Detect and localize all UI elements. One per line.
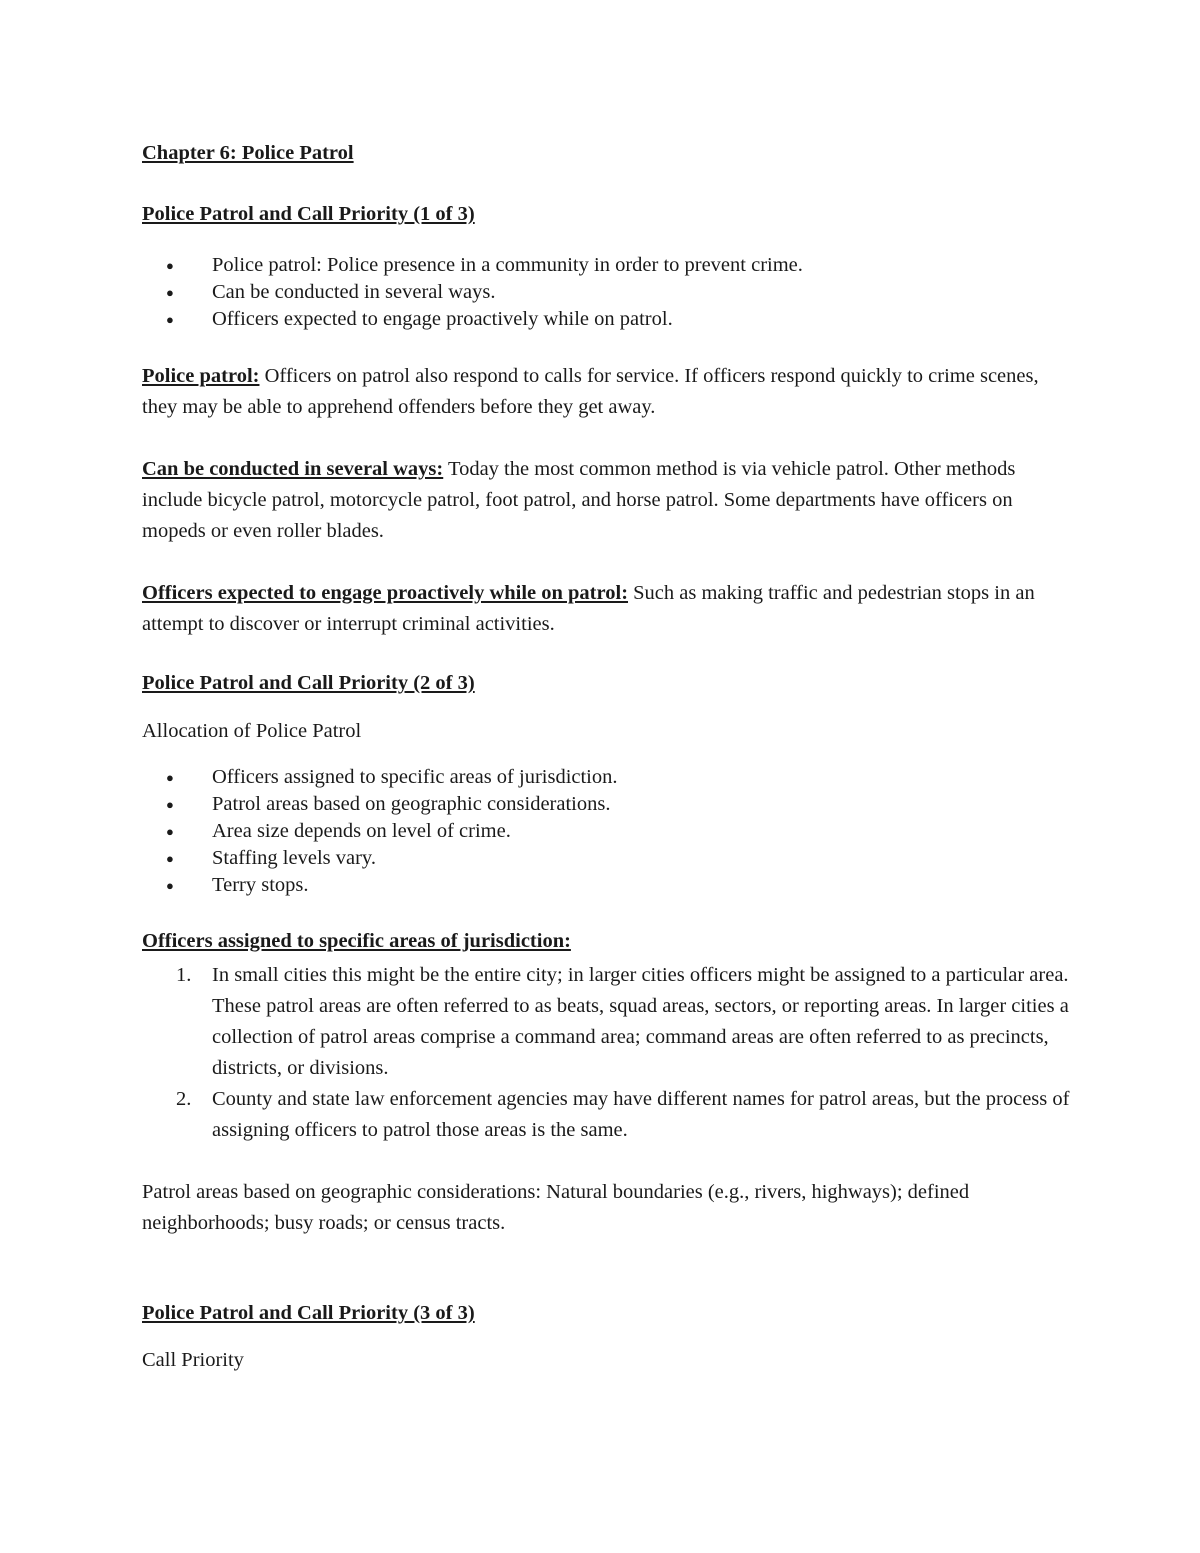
item-text: County and state law enforcement agencies may have different names for patrol areas, but the process of assigning officers to patrol those areas is the same. — [212, 1088, 1070, 1141]
item-number: 2. — [176, 1088, 192, 1110]
list-item: ● Officers assigned to specific areas of jurisdiction. — [142, 764, 1072, 791]
subheading-allocation: Allocation of Police Patrol — [142, 720, 362, 742]
paragraph-text: Such as making traffic and pedestrian stops in an attempt to discover or interrupt criminal activities. — [142, 582, 1035, 635]
list-item: ● Patrol areas based on geographic considerations. — [142, 791, 1072, 818]
bullet-list-2 — [142, 764, 1072, 899]
paragraph-text: Today the most common method is via vehicle patrol. Other methods include bicycle patrol, motorcycle patrol, foot patrol, and horse patrol. Some departments have officers on mopeds or even roller blades. — [142, 458, 1016, 542]
list-item: ● Officers expected to engage proactively while on patrol. — [142, 306, 1072, 333]
section-heading-2: Police Patrol and Call Priority (2 of 3) — [142, 672, 475, 694]
numbered-item — [142, 960, 1072, 1084]
list-item: ● Area size depends on level of crime. — [142, 818, 1072, 845]
list-item: ● Can be conducted in several ways. — [142, 279, 1072, 306]
paragraph-proactive — [142, 578, 1072, 640]
paragraph-label: Can be conducted in several ways: — [142, 458, 444, 480]
jurisdiction-label: Officers assigned to specific areas of jurisdiction: — [142, 930, 571, 952]
paragraph-label: Officers expected to engage proactively while on patrol: — [142, 582, 629, 604]
subheading-call-priority: Call Priority — [142, 1349, 244, 1371]
paragraph-conducted — [142, 454, 1072, 547]
chapter-title: Chapter 6: Police Patrol — [142, 142, 354, 164]
paragraph-police-patrol — [142, 361, 1072, 423]
item-number: 1. — [176, 964, 192, 986]
list-item: ● Staffing levels vary. — [142, 845, 1072, 872]
bullet-list-1 — [142, 252, 1072, 333]
numbered-list — [142, 960, 1072, 1146]
numbered-item — [142, 1084, 1072, 1146]
list-item: ● Police patrol: Police presence in a community in order to prevent crime. — [142, 252, 1072, 279]
paragraph-geographic: Patrol areas based on geographic considerations: Natural boundaries (e.g., rivers, highways); defined neighborhoods; busy roads; or census tracts. — [142, 1181, 970, 1234]
section-heading-3: Police Patrol and Call Priority (3 of 3) — [142, 1302, 475, 1324]
paragraph-text: Officers on patrol also respond to calls for service. If officers respond quickly to crime scenes, they may be able to apprehend offenders before they get away. — [142, 365, 1039, 418]
section-heading-1: Police Patrol and Call Priority (1 of 3) — [142, 203, 475, 225]
list-item: ● Terry stops. — [142, 872, 1072, 899]
paragraph-label: Police patrol: — [142, 365, 260, 387]
item-text: In small cities this might be the entire city; in larger cities officers might be assigned to a particular area. These patrol areas are often referred to as beats, squad areas, sectors, or reporting areas. In larger cities a collection of patrol areas comprise a command area; command areas are often referred to as precincts, districts, or divisions. — [212, 964, 1069, 1079]
